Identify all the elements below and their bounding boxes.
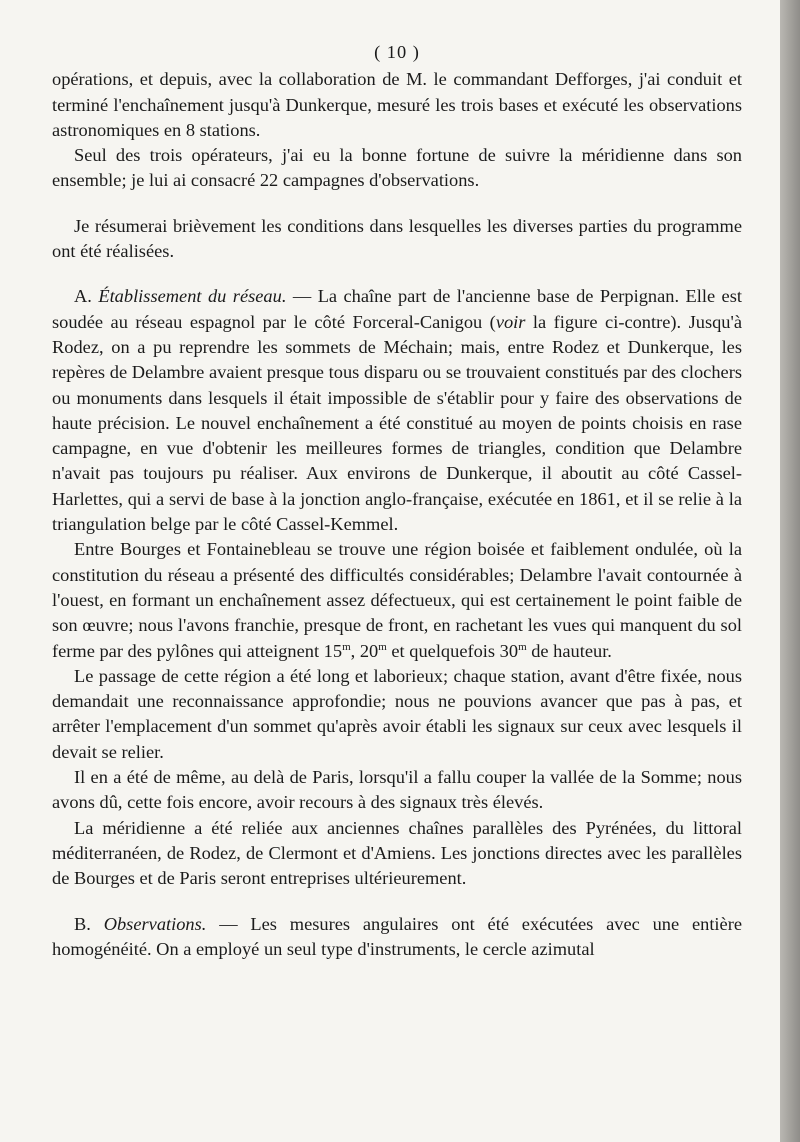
- paragraph-1: opérations, et depuis, avec la collaboration de M. le commandant Defforges, j'ai conduit et terminé l'enchaînement jusqu'à Dunkerque, mesuré les trois bases et exécuté les observations astronomiques en 8 stations.: [52, 69, 742, 140]
- paragraph-meridienne: La méridienne a été reliée aux anciennes chaînes parallèles des Pyrénées, du littoral méditerranéen, de Rodez, de Clermont et d'Amiens. Les jonctions directes avec les parallèles de Bourges et de Paris seront entreprises ultérieurement.: [52, 817, 742, 889]
- paragraph-bourges: [52, 537, 742, 663]
- bourges-text-4: de hauteur.: [526, 640, 612, 661]
- paragraph-somme: Il en a été de même, au delà de Paris, lorsqu'il a fallu couper la vallée de la Somme; nous avons dû, cette fois encore, avoir recours à des signaux très élevés.: [52, 767, 742, 813]
- bourges-text-1: Entre Bourges et Fontainebleau se trouve une région boisée et faiblement ondulée, où la constitution du réseau a présenté des difficultés considérables; Delambre l'avait contournée à l'ouest, en formant un enchaînement assez défectueux, qui est certainement le point faible de son œuvre; nous l'avons franchie, presque de front, en rachetant les vues qui manquent du sol ferme par des pylônes qui atteignent 15: [52, 539, 742, 661]
- bourges-text-2: , 20: [350, 640, 379, 661]
- section-b-label: B.: [74, 913, 91, 934]
- section-a-text-1: — La chaîne part de l'ancienne base de Perpignan. Elle est soudée au réseau espagnol par le côté Forceral-Canigou (: [52, 286, 742, 332]
- bourges-sup-3: m: [518, 640, 527, 653]
- section-a-text-2: la figure ci-contre). Jusqu'à Rodez, on a pu reprendre les sommets de Méchain; mais, entre Rodez et Dunkerque, les repères de Delambre avaient presque tous disparu ou se trouvaient constitués par des clochers ou monuments dans lesquels il était impossible de s'établir pour y faire des observations de haute précision. Le nouvel enchaînement a été constitué au moyen de points choisis en rase campagne, en vue d'obtenir les meilleures formes de triangles, condition que Delambre n'avait pas toujours pu réaliser. Aux environs de Dunkerque, il aboutit au côté Cassel-Harlettes, qui a servi de base à la jonction anglo-française, exécutée en 1861, et il se relie à la triangulation belge par le côté Cassel-Kemmel.: [52, 311, 742, 535]
- section-a-label: A.: [74, 286, 92, 307]
- bourges-text-3: et quelquefois 30: [386, 640, 519, 661]
- section-b-text: — Les mesures angulaires ont été exécutées avec une entière homogénéité. On a employé un seul type d'instruments, le cercle azimutal: [52, 913, 742, 959]
- section-a-heading: Établissement du réseau.: [98, 286, 287, 307]
- section-a-paragraph: [52, 284, 742, 537]
- page-text: [52, 40, 742, 962]
- paragraph-passage: Le passage de cette région a été long et laborieux; chaque station, avant d'être fixée, nous demandait une reconnaissance approfondie; nous ne pouvions avancer que pas à pas, et arrêter l'emplacement d'un sommet qu'après avoir établi les signaux sur ceux avec lesquels il devait se relier.: [52, 665, 742, 762]
- section-b-paragraph: [52, 912, 742, 963]
- paragraph-2: Seul des trois opérateurs, j'ai eu la bonne fortune de suivre la méridienne dans son ensemble; je lui ai consacré 22 campagnes d'observations.: [52, 145, 742, 191]
- section-a-voir: voir: [495, 311, 526, 332]
- bourges-sup-2: m: [378, 640, 387, 653]
- paragraph-3: Je résumerai brièvement les conditions dans lesquelles les diverses parties du programme ont été réalisées.: [52, 215, 742, 262]
- section-b-heading: Observations.: [103, 913, 207, 934]
- page-edge-shadow: [780, 0, 800, 1142]
- page-number: ( 10 ): [374, 42, 420, 62]
- bourges-sup-1: m: [342, 640, 351, 653]
